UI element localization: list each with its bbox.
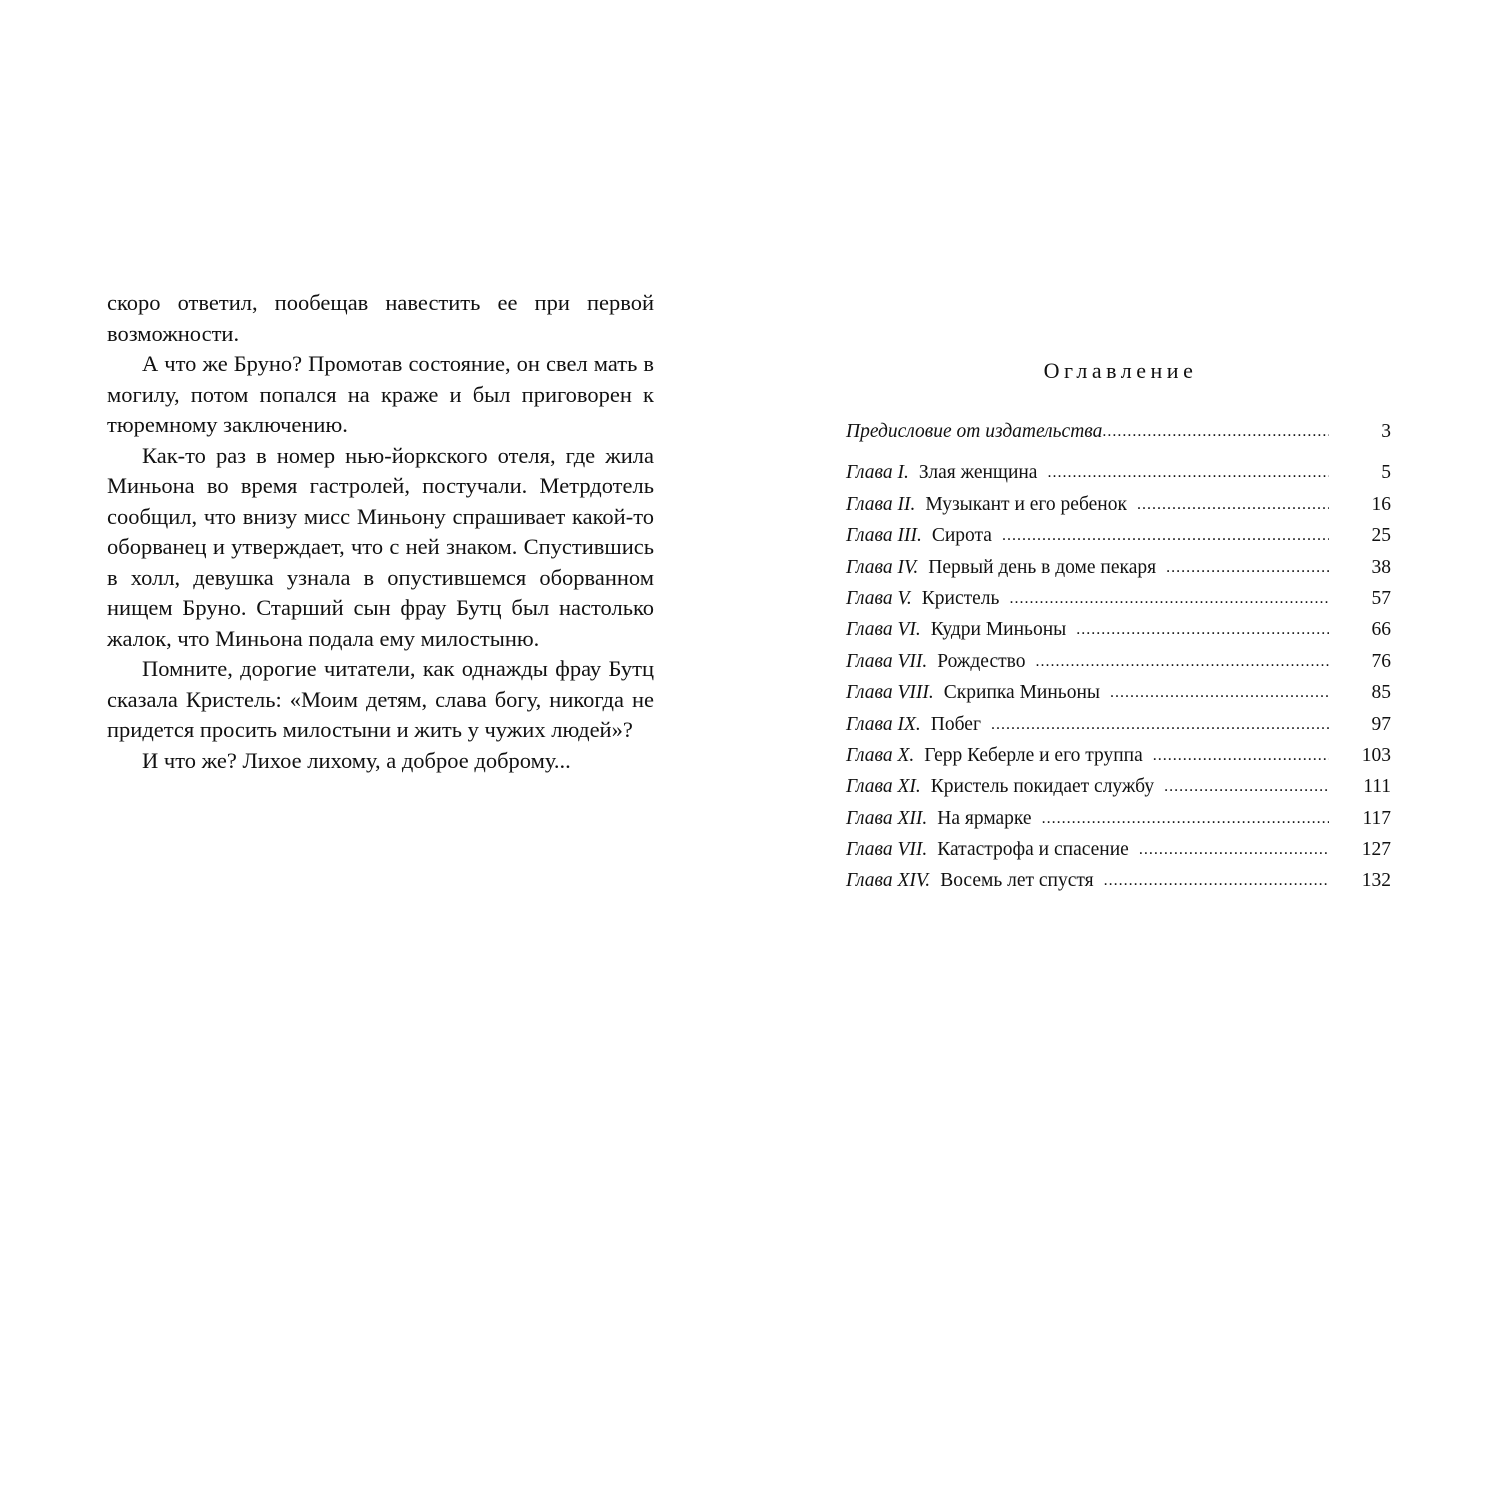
toc-chapter-title: Скрипка Миньоны [943, 682, 1100, 704]
toc-leader-dots [1137, 489, 1329, 520]
toc-entry[interactable] [846, 740, 1391, 771]
toc-chapter-number: Глава VI. [846, 619, 921, 641]
toc-page-number: 16 [1371, 493, 1391, 515]
toc-page-number: 76 [1371, 650, 1391, 672]
toc-entry-preface[interactable] [846, 416, 1391, 447]
toc-chapter-number: Глава V. [846, 587, 912, 609]
toc-leader-dots [1166, 552, 1329, 583]
toc-entry[interactable] [846, 834, 1391, 865]
toc-leader-dots [1104, 865, 1329, 896]
toc-chapter-number: Глава III. [846, 525, 922, 547]
toc-chapter-title: Герр Кеберле и его труппа [924, 744, 1143, 766]
toc-chapter-number: Глава VII. [846, 650, 928, 672]
toc-entry[interactable] [846, 771, 1391, 802]
toc-page-number: 97 [1371, 713, 1391, 735]
toc-chapter-number: Глава II. [846, 493, 916, 515]
toc-chapter-number: Глава XII. [846, 807, 928, 829]
toc-chapter-title: На ярмарке [937, 807, 1032, 829]
toc-page-number: 38 [1371, 556, 1391, 578]
toc-page-number: 57 [1371, 587, 1391, 609]
toc-chapter-title: Кудри Миньоны [930, 619, 1067, 641]
toc-chapter-number: Глава I. [846, 462, 909, 484]
toc-entry[interactable] [846, 457, 1391, 488]
toc-chapter-number: Глава VII. [846, 839, 928, 861]
toc-heading: Оглавление [1043, 358, 1198, 383]
toc-preface-label: Предисловие от издательства [846, 421, 1103, 442]
toc-chapter-number: Глава IX. [846, 713, 921, 735]
toc-chapter-title: Кристель [921, 587, 1000, 609]
toc-page-number: 66 [1371, 619, 1391, 641]
toc-leader-dots [1076, 614, 1329, 645]
toc-page-number: 5 [1381, 462, 1391, 484]
toc-leader-dots [1102, 416, 1329, 447]
toc-page-number: 85 [1371, 682, 1391, 704]
toc-entry[interactable] [846, 583, 1391, 614]
toc-entry[interactable] [846, 709, 1391, 740]
toc-page-number: 103 [1361, 744, 1391, 766]
paragraph: И что же? Лихое лихому, а доброе доброму... [142, 747, 571, 773]
left-page-text [107, 288, 654, 776]
toc-leader-dots [1139, 834, 1329, 865]
toc-entry[interactable] [846, 803, 1391, 834]
toc-page-number: 117 [1362, 807, 1391, 829]
toc-chapter-title: Рождество [937, 650, 1026, 672]
paragraph: А что же Бруно? Промотав состояние, он свел мать в могилу, потом попался на краже и был приговорен к тюремному заключению. [107, 351, 654, 437]
toc-chapter-title: Побег [930, 713, 981, 735]
toc-chapter-title: Восемь лет спустя [940, 870, 1094, 892]
paragraph: Как-то раз в номер нью-йоркского отеля, где жила Миньона во время гастролей, постучали. Метрдотель сообщил, что внизу мисс Миньону спрашивает какой-то оборванец и утверждает, что с ней знаком. Спустившись в холл, девушка узнала в опустившемся оборванном нищем Бруно. Старший сын фрау Бутц был настолько жалок, что Миньона подала ему милостыню. [107, 442, 654, 651]
toc-page-number: 132 [1361, 870, 1391, 892]
toc-page-number: 25 [1371, 525, 1391, 547]
toc-leader-dots [1164, 771, 1329, 802]
toc-page-number: 3 [1381, 421, 1391, 442]
toc-leader-dots [1110, 677, 1329, 708]
toc-entry[interactable] [846, 865, 1391, 896]
toc-leader-dots [1002, 520, 1329, 551]
toc-page-number: 111 [1363, 776, 1391, 798]
paragraph: скоро ответил, пообещав навестить ее при первой возможности. [107, 290, 654, 346]
toc-entry[interactable] [846, 520, 1391, 551]
table-of-contents [846, 354, 1391, 897]
toc-leader-dots [1153, 740, 1329, 771]
toc-chapter-number: Глава XIV. [846, 870, 931, 892]
paragraph: Помните, дорогие читатели, как однажды фрау Бутц сказала Кристель: «Моим детям, слава богу, никогда не придется просить милостыни и жить у чужих людей»? [107, 656, 654, 742]
toc-chapter-title: Катастрофа и спасение [937, 839, 1129, 861]
toc-chapter-title: Кристель покидает службу [930, 776, 1155, 798]
toc-chapter-title: Музыкант и его ребенок [925, 493, 1127, 515]
toc-leader-dots [1042, 803, 1329, 834]
toc-leader-dots [1047, 457, 1329, 488]
toc-chapter-number: Глава IV. [846, 556, 919, 578]
toc-leader-dots [1035, 646, 1329, 677]
toc-chapter-number: Глава XI. [846, 776, 921, 798]
toc-entry[interactable] [846, 614, 1391, 645]
toc-chapter-number: Глава X. [846, 744, 915, 766]
toc-leader-dots [991, 709, 1329, 740]
toc-entry[interactable] [846, 552, 1391, 583]
toc-leader-dots [1009, 583, 1329, 614]
toc-list [846, 416, 1391, 897]
toc-chapter-title: Первый день в доме пекаря [928, 556, 1157, 578]
toc-chapter-number: Глава VIII. [846, 682, 934, 704]
toc-chapter-title: Злая женщина [918, 462, 1038, 484]
toc-page-number: 127 [1361, 839, 1391, 861]
toc-entry[interactable] [846, 489, 1391, 520]
toc-chapter-title: Сирота [931, 525, 992, 547]
toc-entry[interactable] [846, 646, 1391, 677]
toc-entry[interactable] [846, 677, 1391, 708]
